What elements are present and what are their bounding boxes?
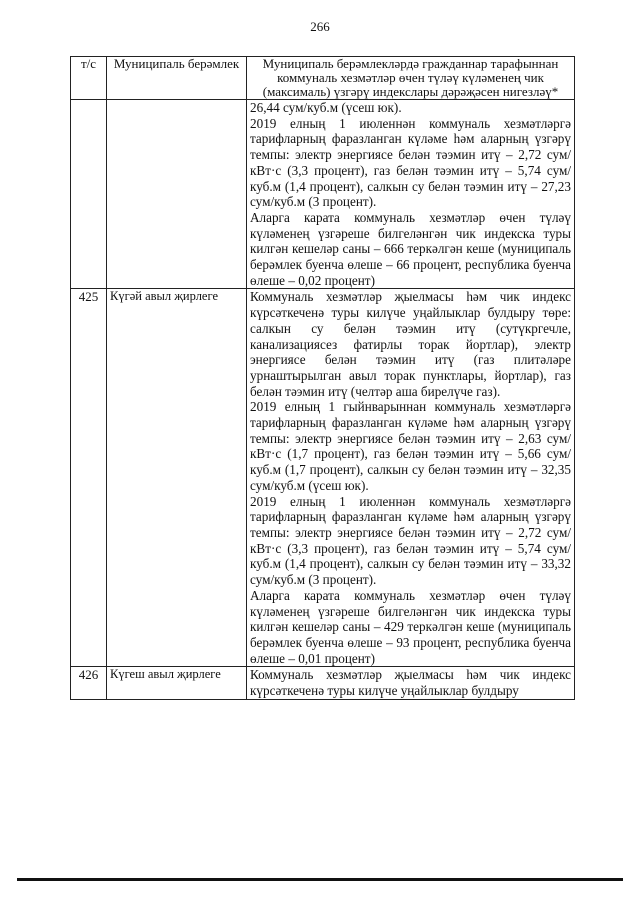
header-municipality: Муниципаль берәмлек <box>107 57 247 100</box>
row-number: 426 <box>71 667 107 699</box>
paragraph: 2019 елның 1 июленнән коммуналь хезмәтләргә тарифларның фаразланган күләме һәм аларның үзгәрү темпы: электр энергиясе белән тәэмин итү – 2,72 сум/кВт·с (3,3 процент), газ белән тәэмин итү – 5,74 сум/куб.м (1,4 процент), салкын су белән тәэмин итү – 27,23 сум/куб.м (3 процент). <box>250 115 571 210</box>
municipality-name: Күгәй авыл җирлеге <box>107 289 247 667</box>
basis-text <box>247 289 575 667</box>
row-number <box>71 100 107 289</box>
row-number: 425 <box>71 289 107 667</box>
municipality-name: Күгеш авыл җирлеге <box>107 667 247 699</box>
table-row <box>71 289 575 667</box>
page-bottom-rule <box>17 878 623 881</box>
basis-text <box>247 100 575 289</box>
municipality-name <box>107 100 247 289</box>
page-number: 266 <box>310 19 330 34</box>
paragraph: 2019 елның 1 гыйнварыннан коммуналь хезмәтләргә тарифларның фаразланган күләме һәм аларның үзгәрү темпы: электр энергиясе белән тәэмин итү – 2,63 сум/кВт·с (1,7 процент), газ белән тәэмин итү – 5,66 сум/куб.м (1,7 процент), салкын су белән тәэмин итү – 32,35 сум/куб.м (үсеш юк). <box>250 399 571 493</box>
municipal-utility-index-table <box>70 56 575 700</box>
paragraph: 26,44 сум/куб.м (үсеш юк). <box>250 100 402 115</box>
table-row <box>71 667 575 699</box>
basis-text <box>247 667 575 699</box>
table-row <box>71 100 575 289</box>
table-header-row <box>71 57 575 100</box>
paragraph: Коммуналь хезмәтләр җыелмасы һәм чик индекс күрсәткеченә туры килүче уңайлыклар булдыру <box>250 667 571 699</box>
paragraph: Аларга карата коммуналь хезмәтләр өчен түләү күләменең үзгәреше билгеләнгән чик индекска туры килгән кешеләр саны – 429 теркәлгән кеше (муниципаль берәмлек буенча өлеше – 93 процент, республика буенча өлеше – 0,01 процент) <box>250 587 571 666</box>
header-basis: Муниципаль берәмлекләрдә гражданнар тарафыннан коммуналь хезмәтләр өчен түләү күләменең чик (максималь) үзгәрү индекслары дәрәҗәсен нигезләү* <box>247 57 575 100</box>
paragraph: Аларга карата коммуналь хезмәтләр өчен түләү күләменең үзгәреше билгеләнгән чик индекска туры килгән кешеләр саны – 666 теркәлгән кеше (муниципаль берәмлек буенча өлеше – 66 процент, республика буенча өлеше – 0,02 процент) <box>250 209 571 288</box>
header-number: т/с <box>71 57 107 100</box>
paragraph: 2019 елның 1 июленнән коммуналь хезмәтләргә тарифларның фаразланган күләме һәм аларның үзгәрү темпы: электр энергиясе белән тәэмин итү – 2,72 сум/кВт·с (3,3 процент), газ белән тәэмин итү – 5,74 сум/куб.м (1,4 процент), салкын су белән тәэмин итү – 33,32 сум/куб.м (3 процент). <box>250 493 571 588</box>
paragraph: Коммуналь хезмәтләр җыелмасы һәм чик индекс күрсәткеченә туры килүче уңайлыклар булдыру төре: салкын су белән тәэмин итү (сутүкргечле, канализациясез фатирлы торак йортлар), электр энергиясе белән тәэмин итү (газ плитәләре урнаштырылган авыл торак пунктлары, йортлар), газ белән тәэмин итү (челтәр аша бирелүче газ). <box>250 289 571 399</box>
